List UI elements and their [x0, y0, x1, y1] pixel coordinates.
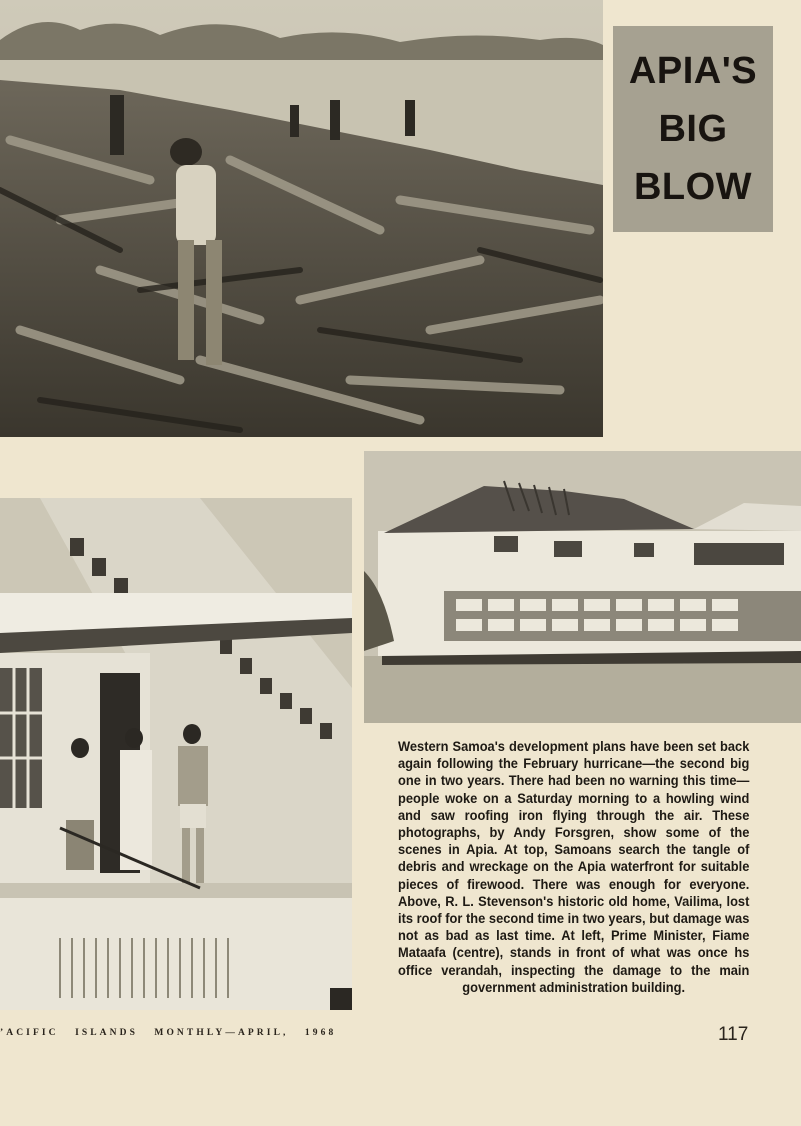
- title-line-3: BLOW: [633, 166, 753, 208]
- title-line-1: APIA'S: [628, 50, 758, 92]
- page-number: 117: [718, 1024, 749, 1045]
- footer-masthead: ’ACIFIC ISLANDS MONTHLY—APRIL, 1968: [0, 1028, 337, 1038]
- page-footer: [0, 1024, 801, 1050]
- photo-caption: Western Samoa's development plans have been set back again following the February hurricane—the second big one in two years. There had been no warning this time—people woke on a Saturday morning to a howling wind and saw roofing iron flying through the air. These photographs, by Andy Forsgren, show some of the scenes in Apia. At top, Samoans search the tangle of debris and wreckage on the Apia waterfront for suitable pieces of firewood. There was enough for everyone. Above, R. L. Stevenson's historic old home, Vailima, lost its roof for the second time in two years, but damage was not as bad as last time. At left, Prime Minister, Fiame Mataafa (centre), stands in front of what was once hs office verandah, inspecting the damage to the main government administration building.: [398, 739, 750, 995]
- title-line-2: BIG: [658, 108, 728, 150]
- title-box: [613, 26, 773, 232]
- photo-vailima-house: [364, 451, 801, 723]
- photo-waterfront-debris: [0, 0, 603, 437]
- photo-government-building: [0, 498, 352, 1010]
